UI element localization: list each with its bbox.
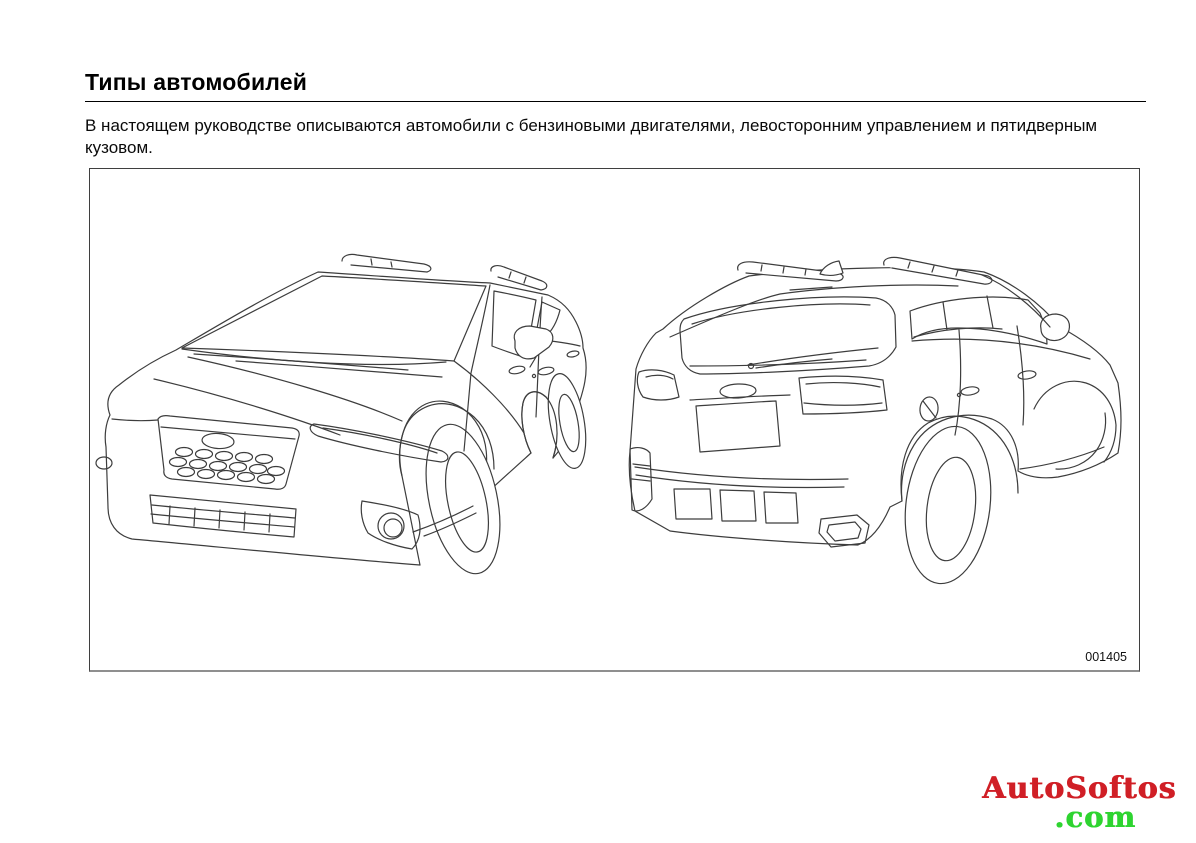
rear-view-car (629, 257, 1121, 588)
watermark-site-name: AutoSoftos (982, 771, 1177, 806)
front-view-car (96, 254, 592, 580)
vehicle-types-figure (89, 168, 1140, 672)
figure-number: 001405 (1085, 650, 1127, 664)
watermark-domain-suffix: .com (1054, 800, 1136, 834)
intro-paragraph (85, 115, 1155, 158)
intro-line-2: кузовом. (85, 137, 153, 157)
vehicle-types-illustration (90, 169, 1139, 669)
title-rule (85, 101, 1146, 102)
intro-line-1: В настоящем руководстве описываются автомобили с бензиновыми двигателями, левосторонним управлением и пятидверным (85, 116, 1098, 135)
page-title: Типы автомобилей (85, 69, 308, 95)
